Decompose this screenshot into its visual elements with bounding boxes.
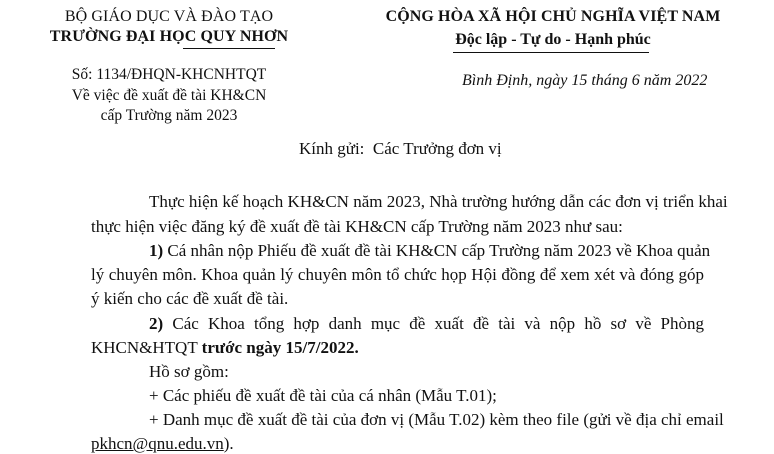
email-suffix: ). [223, 434, 234, 453]
email-link[interactable]: pkhcn@qnu.edu.vn [91, 434, 224, 453]
intro-line-2: thực hiện việc đăng ký đề xuất đề tài KH&CN cấp Trường năm 2023 như sau: [91, 217, 623, 236]
item-2-office: KHCN&HTQT [91, 338, 198, 357]
header-right-divider [453, 52, 649, 53]
doc-item-1: + Các phiếu đề xuất đề tài của cá nhân (Mẫu T.01); [149, 386, 497, 405]
docs-label: Hồ sơ gồm: [149, 362, 229, 381]
place-date: Bình Định, ngày 15 tháng 6 năm 2022 [462, 72, 708, 89]
item-2-text-1: Các Khoa tổng hợp danh mục đề xuất đề tài và nộp hồ sơ về Phòng [172, 314, 705, 333]
item-2-line-2 [91, 338, 359, 358]
item-1-line-2: lý chuyên môn. Khoa quản lý chuyên môn tổ chức họp Hội đồng để xem xét và đóng góp [91, 265, 704, 284]
subject-line-2: cấp Trường năm 2023 [100, 107, 238, 124]
recipient [299, 139, 502, 159]
subject-line-1: Về việc đề xuất đề tài KH&CN [71, 87, 267, 104]
email-line [91, 434, 234, 454]
recipient-label: Kính gửi: [299, 139, 365, 158]
national-motto: Độc lập - Tự do - Hạnh phúc [455, 31, 651, 48]
document-number: Số: 1134/ĐHQN-KHCNHTQT [71, 66, 267, 83]
item-1-number: 1) [149, 241, 164, 260]
ministry-name: BỘ GIÁO DỤC VÀ ĐÀO TẠO [64, 8, 274, 25]
intro-line-1: Thực hiện kế hoạch KH&CN năm 2023, Nhà trường hướng dẫn các đơn vị triển khai [149, 192, 728, 211]
university-name: TRƯỜNG ĐẠI HỌC QUY NHƠN [49, 28, 289, 45]
recipient-value: Các Trưởng đơn vị [372, 139, 502, 158]
header-left-divider [183, 48, 275, 49]
item-2-line-1 [149, 314, 704, 334]
country-name: CỘNG HÒA XÃ HỘI CHỦ NGHĨA VIỆT NAM [385, 8, 721, 25]
item-2-deadline: trước ngày 15/7/2022. [201, 338, 359, 357]
item-2-number: 2) [149, 314, 164, 333]
doc-item-2: + Danh mục đề xuất đề tài của đơn vị (Mẫu T.02) kèm theo file (gửi về địa chỉ email [149, 410, 724, 429]
item-1-line-3: ý kiến cho các đề xuất đề tài. [91, 289, 289, 308]
item-1-line-1 [149, 241, 711, 261]
item-1-text-1: Cá nhân nộp Phiếu đề xuất đề tài KH&CN cấp Trường năm 2023 về Khoa quản [167, 241, 711, 260]
